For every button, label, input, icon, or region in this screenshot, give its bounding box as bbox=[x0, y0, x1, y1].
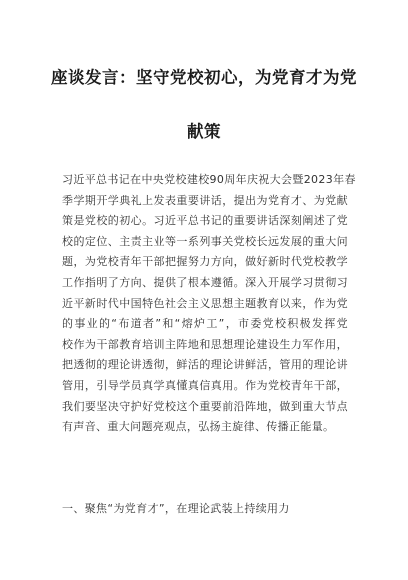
paragraph-line: 管用，引导学员真学真懂真信真用。作为党校青年干部， bbox=[62, 378, 348, 392]
paragraph-line: 校的定位、主责主业等一系列事关党校长远发展的重大问 bbox=[62, 234, 348, 248]
document-title-line-1: 座谈发言：坚守党校初心，为党育才为党 bbox=[51, 68, 357, 87]
paragraph-line: 近平新时代中国特色社会主义思想主题教育以来，作为党 bbox=[62, 296, 348, 310]
paragraph-line: 习近平总书记在中央党校建校90周年庆祝大会暨2023年春 bbox=[62, 173, 356, 186]
paragraph-line: 工作指明了方向、提供了根本遵循。深入开展学习贯彻习 bbox=[62, 275, 348, 289]
paragraph-line: 题，为党校青年干部把握努力方向，做好新时代党校教学 bbox=[62, 255, 348, 269]
paragraph-line: 校作为干部教育培训主阵地和思想理论建设生力军作用， bbox=[62, 337, 348, 351]
paragraph-line: 季学期开学典礼上发表重要讲话，提出为党育才、为党献 bbox=[62, 193, 348, 207]
paragraph-line: 策是党校的初心。习近平总书记的重要讲话深刻阐述了党 bbox=[62, 214, 348, 228]
body-paragraph bbox=[62, 170, 356, 438]
paragraph-line: 我们要坚决守护好党校这个重要前沿阵地，做到重大节点 bbox=[62, 399, 348, 413]
paragraph-line: 有声音、重大问题亮观点，弘扬主旋律、传播正能量。 bbox=[62, 420, 335, 434]
paragraph-line: 把透彻的理论讲透彻，鲜活的理论讲鲜活，管用的理论讲 bbox=[62, 358, 348, 372]
document-title-line-2: 献策 bbox=[187, 122, 221, 141]
paragraph-line: 的事业的“布道者”和“熔炉工”，市委党校积极发挥党 bbox=[62, 317, 348, 331]
section-heading: 一、聚焦“为党育才”，在理论武装上持续用力 bbox=[62, 502, 290, 515]
